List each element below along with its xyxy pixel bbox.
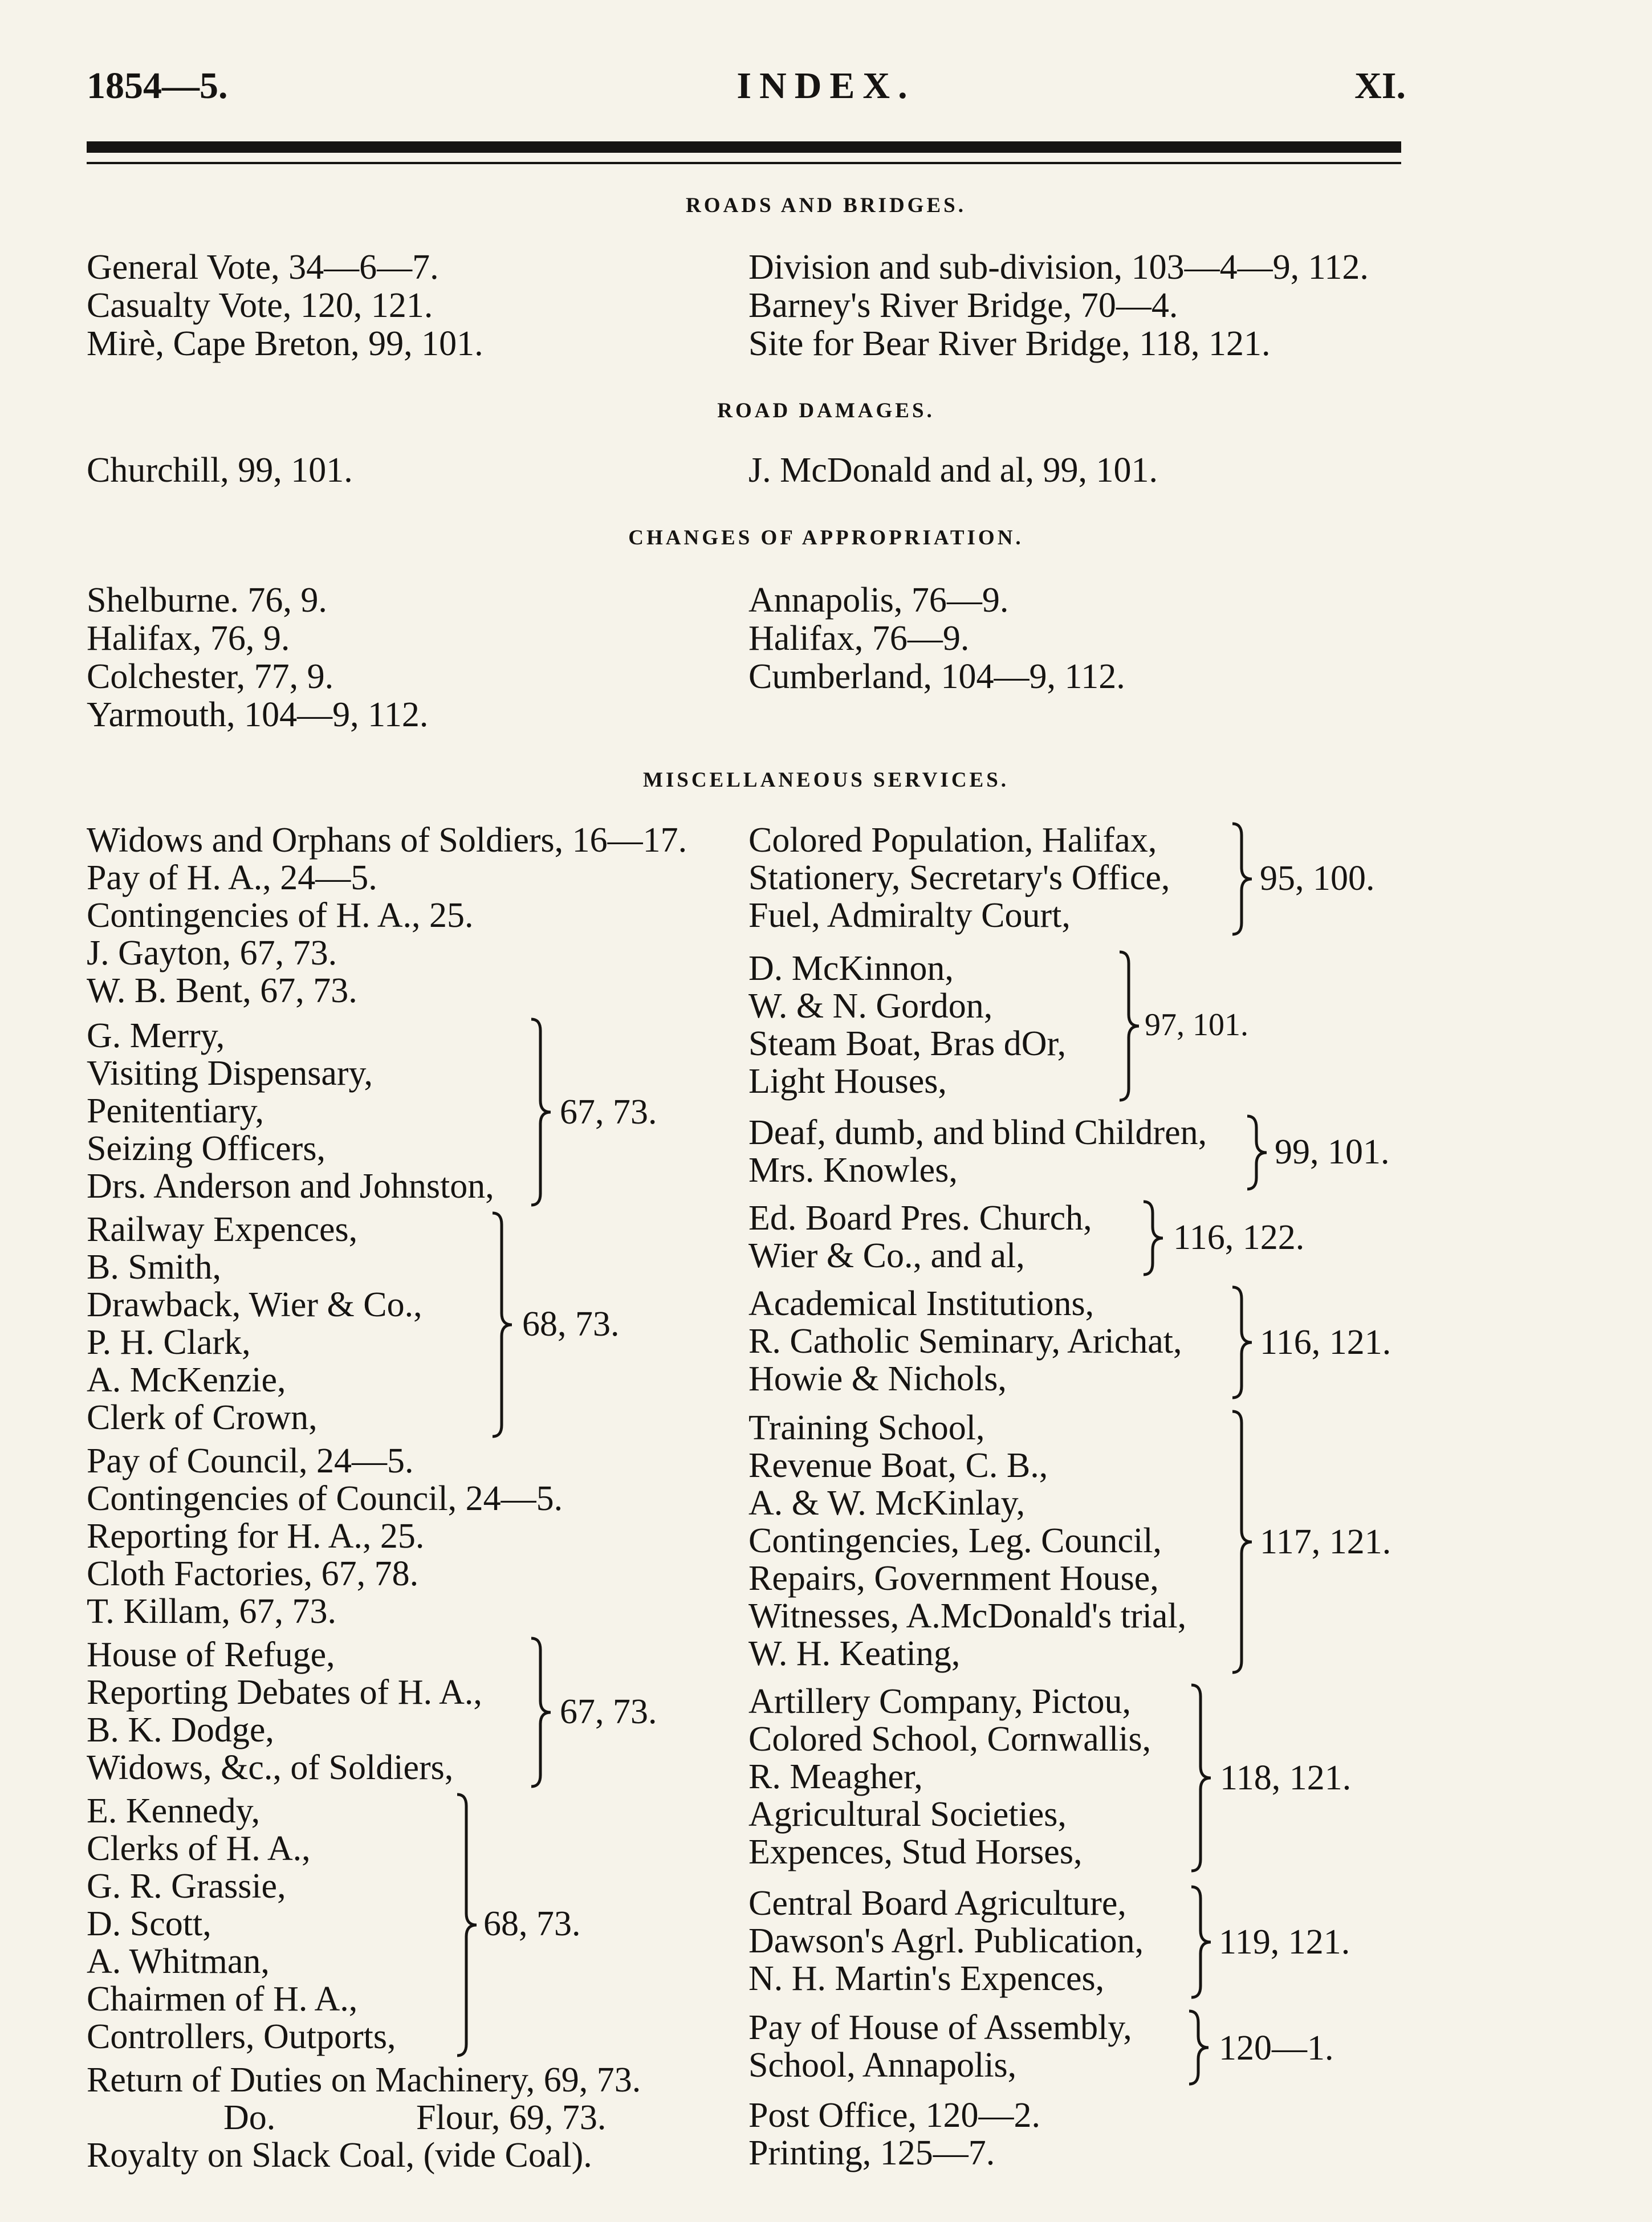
group-page-refs: 120—1. [1219,2029,1334,2068]
group-page-refs: 116, 121. [1260,1323,1391,1362]
index-entry: Repairs, Government House, [748,1559,1159,1598]
index-entry: House of Refuge, [87,1635,335,1674]
group-page-refs: 116, 122. [1173,1218,1305,1257]
index-entry: A. McKenzie, [87,1361,286,1399]
index-entry: Revenue Boat, C. B., [748,1446,1048,1485]
group-brace [1231,1286,1254,1399]
index-entry: B. K. Dodge, [87,1711,274,1749]
index-entry: Controllers, Outports, [87,2017,396,2056]
section-title-changes-appropriation: CHANGES OF APPROPRIATION. [628,526,1024,550]
group-brace [491,1212,514,1438]
index-entry: Halifax, 76, 9. [87,619,290,658]
index-entry: G. Merry, [87,1016,225,1055]
header-year: 1854—5. [87,65,228,107]
index-entry: W. & N. Gordon, [748,987,993,1025]
index-entry: Reporting Debates of H. A., [87,1673,482,1712]
index-entry: Chairmen of H. A., [87,1980,358,2018]
group-brace [1188,2010,1211,2085]
group-brace [1118,951,1141,1101]
group-brace [530,1637,553,1788]
index-entry: Howie & Nichols, [748,1360,1007,1398]
index-entry: Pay of H. A., 24—5. [87,858,377,897]
index-entry: Cumberland, 104—9, 112. [748,657,1125,696]
index-entry: Clerk of Crown, [87,1398,318,1437]
header-page-number: XI. [1354,65,1406,107]
group-page-refs: 117, 121. [1260,1523,1391,1561]
index-entry: Royalty on Slack Coal, (vide Coal). [87,2136,592,2175]
group-page-refs: 118, 121. [1220,1759,1352,1797]
index-entry: Clerks of H. A., [87,1829,311,1868]
index-entry: Yarmouth, 104—9, 112. [87,695,429,734]
index-entry: A. Whitman, [87,1942,270,1981]
index-entry: General Vote, 34—6—7. [87,248,439,287]
index-entry: Seizing Officers, [87,1129,325,1168]
group-brace [1190,1684,1213,1872]
group-page-refs: 99, 101. [1275,1133,1390,1171]
header-rule-thick [87,141,1401,153]
index-entry: B. Smith, [87,1248,222,1287]
index-entry: Training School, [748,1409,985,1447]
group-brace [530,1018,553,1206]
index-entry: Penitentiary, [87,1092,265,1130]
index-entry: Site for Bear River Bridge, 118, 121. [748,324,1271,363]
index-entry: Light Houses, [748,1062,947,1101]
group-page-refs: 119, 121. [1219,1923,1350,1961]
index-entry: Drawback, Wier & Co., [87,1285,422,1324]
index-entry: Pay of Council, 24—5. [87,1442,414,1480]
index-entry: Colored School, Cornwallis, [748,1720,1151,1759]
index-entry: W. H. Keating, [748,1634,961,1673]
index-entry: Contingencies, Leg. Council, [748,1521,1162,1560]
index-entry: Contingencies of Council, 24—5. [87,1479,563,1518]
index-entry: Stationery, Secretary's Office, [748,858,1170,897]
index-entry: Wier & Co., and al, [748,1236,1025,1275]
index-entry: Widows, &c., of Soldiers, [87,1748,454,1787]
index-entry: Central Board Agriculture, [748,1884,1126,1923]
group-brace [1190,1886,1213,1999]
index-entry: Annapolis, 76—9. [748,581,1009,620]
section-title-miscellaneous-services: MISCELLANEOUS SERVICES. [642,768,1010,792]
index-entry: Cloth Factories, 67, 78. [87,1554,419,1593]
group-brace [1231,1410,1254,1674]
group-page-refs: 68, 73. [483,1904,581,1943]
index-entry: Visiting Dispensary, [87,1054,373,1093]
index-entry: Colored Population, Halifax, [748,821,1157,860]
index-entry: W. B. Bent, 67, 73. [87,971,357,1010]
index-entry: Halifax, 76—9. [748,619,970,658]
group-page-refs: 95, 100. [1260,859,1375,898]
index-entry: Return of Duties on Machinery, 69, 73. [87,2061,641,2099]
index-entry: P. H. Clark, [87,1323,251,1362]
index-entry: A. & W. McKinlay, [748,1484,1026,1523]
index-entry: Barney's River Bridge, 70—4. [748,286,1178,325]
index-entry: Shelburne. 76, 9. [87,581,327,620]
index-entry: Division and sub-division, 103—4—9, 112. [748,248,1369,287]
index-entry: Reporting for H. A., 25. [87,1517,425,1556]
index-entry: Deaf, dumb, and blind Children, [748,1113,1207,1152]
index-entry: Artillery Company, Pictou, [748,1682,1132,1721]
group-page-refs: 67, 73. [560,1093,657,1132]
index-entry: D. McKinnon, [748,949,954,988]
index-entry: Expences, Stud Horses, [748,1833,1083,1871]
index-entry: Colchester, 77, 9. [87,657,334,696]
index-entry: T. Killam, 67, 73. [87,1592,336,1631]
index-entry: Casualty Vote, 120, 121. [87,286,433,325]
index-entry: Contingencies of H. A., 25. [87,896,474,935]
index-entry: School, Annapolis, [748,2046,1017,2085]
group-brace [1246,1115,1269,1190]
index-entry: J. McDonald and al, 99, 101. [748,451,1158,490]
index-entry: Ed. Board Pres. Church, [748,1199,1092,1238]
section-title-road-damages: ROAD DAMAGES. [717,399,935,422]
group-page-refs: 97, 101. [1145,1007,1248,1043]
index-entry: Churchill, 99, 101. [87,451,353,490]
index-entry: R. Meagher, [748,1757,923,1796]
group-brace [1231,823,1254,935]
index-entry: E. Kennedy, [87,1792,261,1830]
index-entry: Steam Boat, Bras dOr, [748,1024,1067,1063]
header-title: INDEX. [737,65,915,107]
index-entry: Fuel, Admiralty Court, [748,896,1071,935]
index-entry: Flour, 69, 73. [416,2098,607,2137]
index-entry: D. Scott, [87,1904,211,1943]
index-entry: R. Catholic Seminary, Arichat, [748,1322,1182,1361]
index-entry: Pay of House of Assembly, [748,2008,1132,2047]
index-entry: N. H. Martin's Expences, [748,1959,1105,1998]
index-entry: Widows and Orphans of Soldiers, 16—17. [87,821,687,860]
index-entry: G. R. Grassie, [87,1867,286,1906]
group-page-refs: 68, 73. [522,1305,620,1344]
index-entry: Agricultural Societies, [748,1795,1067,1834]
group-brace [456,1793,479,2057]
group-page-refs: 67, 73. [560,1692,657,1731]
index-entry: Witnesses, A.McDonald's trial, [748,1597,1187,1635]
group-brace [1142,1200,1165,1276]
index-entry: Printing, 125—7. [748,2134,995,2172]
index-entry: Mrs. Knowles, [748,1151,958,1190]
index-entry: Railway Expences, [87,1210,358,1249]
index-entry: Mirè, Cape Breton, 99, 101. [87,324,483,363]
index-entry: Post Office, 120—2. [748,2096,1041,2135]
index-entry: J. Gayton, 67, 73. [87,934,337,972]
index-entry: Drs. Anderson and Johnston, [87,1167,494,1206]
index-entry: Dawson's Agrl. Publication, [748,1922,1144,1960]
index-entry: Academical Institutions, [748,1284,1094,1323]
section-title-roads-bridges: ROADS AND BRIDGES. [686,194,966,217]
index-entry-ditto: Do. [223,2098,276,2137]
header-rule-thin [87,162,1401,164]
